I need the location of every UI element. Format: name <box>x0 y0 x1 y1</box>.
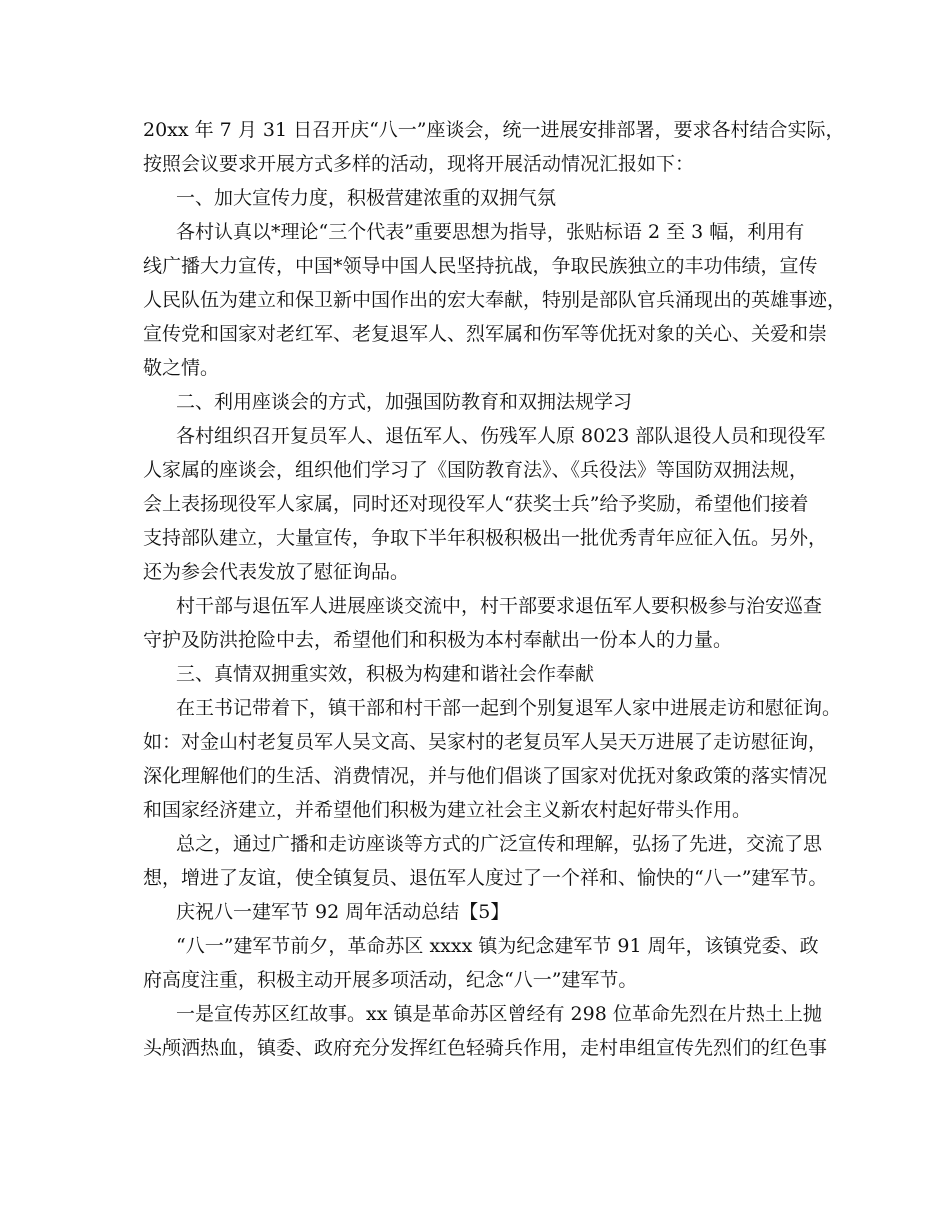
text-line: 如：对金山村老复员军人吴文高、吴家村的老复员军人吴天万进展了走访慰征询， <box>143 731 828 753</box>
document-body <box>143 113 847 1065</box>
text-line: 按照会议要求开展方式多样的活动，现将开展活动情况汇报如下： <box>143 153 695 175</box>
text-line: 在王书记带着下，镇干部和村干部一起到个别复退军人家中进展走访和慰征询。 <box>176 697 842 719</box>
text-line: “八一”建军节前夕，革命苏区 xxxx 镇为纪念建军节 91 周年，该镇党委、政 <box>176 935 819 957</box>
text-line: 守护及防洪抢险中去，希望他们和积极为本村奉献出一份本人的力量。 <box>143 629 733 651</box>
text-line: 一、加大宣传力度，积极营建浓重的双拥气氛 <box>176 187 557 209</box>
text-line: 各村组织召开复员军人、退伍军人、伤残军人原 8023 部队退役人员和现役军 <box>176 425 826 447</box>
text-line: 线广播大力宣传，中国*领导中国人民坚持抗战，争取民族独立的丰功伟绩，宣传 <box>143 255 818 277</box>
text-line: 村干部与退伍军人进展座谈交流中，村干部要求退伍军人要积极参与治安巡查 <box>176 595 823 617</box>
text-line: 三、真情双拥重实效，积极为构建和谐社会作奉献 <box>176 663 595 685</box>
text-line: 各村认真以*理论“三个代表”重要思想为指导，张贴标语 2 至 3 幅，利用有 <box>176 221 805 243</box>
text-line: 庆祝八一建军节 92 周年活动总结【5】 <box>176 901 510 923</box>
text-line: 二、利用座谈会的方式，加强国防教育和双拥法规学习 <box>176 391 633 413</box>
text-line: 总之，通过广播和走访座谈等方式的广泛宣传和理解，弘扬了先进，交流了思 <box>176 833 823 855</box>
text-line: 20xx 年 7 月 31 日召开庆“八一”座谈会，统一进展安排部署，要求各村结合实际， <box>143 119 845 141</box>
text-line: 一是宣传苏区红故事。xx 镇是革命苏区曾经有 298 位革命先烈在片热土上抛 <box>176 1003 822 1025</box>
text-line: 宣传党和国家对老红军、老复退军人、烈军属和伤军等优抚对象的关心、关爱和崇 <box>143 323 828 345</box>
text-line: 人民队伍为建立和保卫新中国作出的宏大奉献，特别是部队官兵涌现出的英雄事迹， <box>143 289 847 311</box>
text-line: 深化理解他们的生活、消费情况，并与他们倡谈了国家对优抚对象政策的落实情况 <box>143 765 828 787</box>
text-line: 头颅洒热血，镇委、政府充分发挥红色轻骑兵作用，走村串组宣传先烈们的红色事 <box>143 1037 828 1059</box>
text-line: 人家属的座谈会，组织他们学习了《国防教育法》、《兵役法》等国防双拥法规， <box>143 459 809 481</box>
text-line: 敬之情。 <box>143 357 220 379</box>
text-line: 还为参会代表发放了慰征询品。 <box>143 561 410 583</box>
text-line: 会上表扬现役军人家属，同时还对现役军人“获奖士兵”给予奖励，希望他们接着 <box>143 493 809 515</box>
text-line: 支持部队建立，大量宣传，争取下半年积极积极出一批优秀青年应征入伍。另外， <box>143 527 828 549</box>
text-line: 想，增进了友谊，使全镇复员、退伍军人度过了一个祥和、愉快的“八一”建军节。 <box>143 867 828 889</box>
text-line: 府高度注重，积极主动开展多项活动，纪念“八一”建军节。 <box>143 969 638 991</box>
text-line: 和国家经济建立，并希望他们积极为建立社会主义新农村起好带头作用。 <box>143 799 752 821</box>
